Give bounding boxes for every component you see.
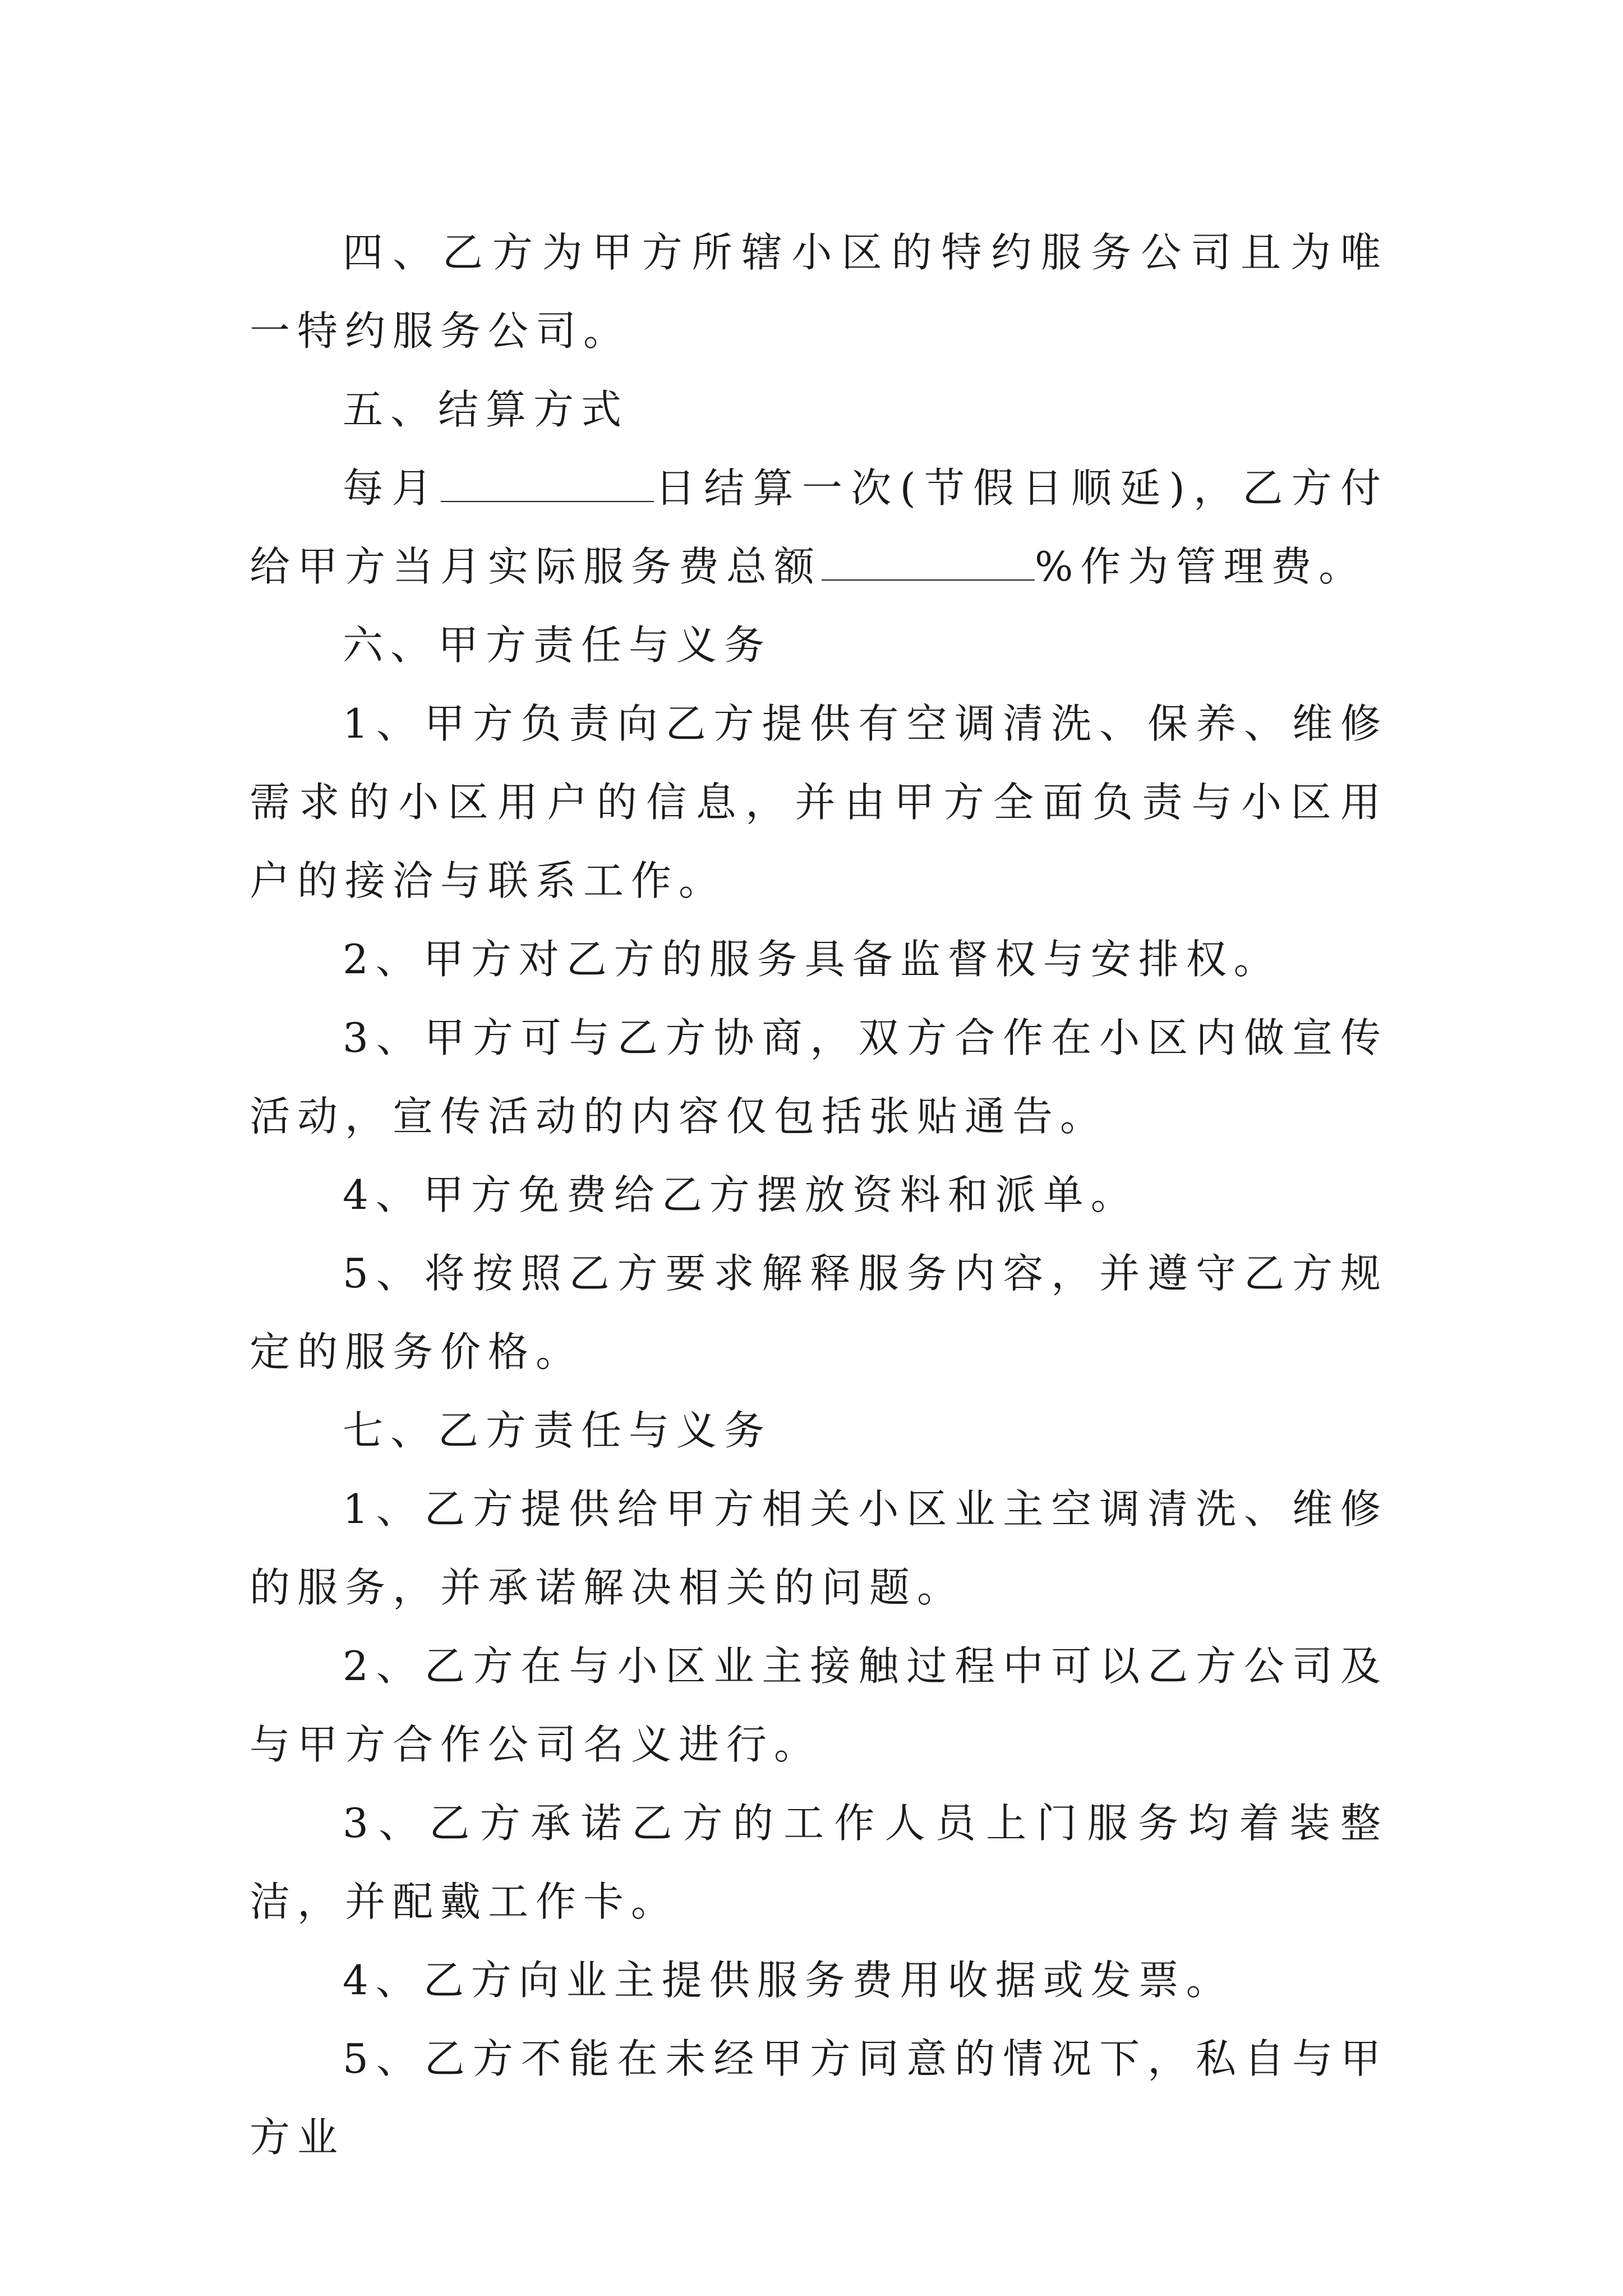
party-b-item-2: 2、乙方在与小区业主接触过程中可以乙方公司及与甲方合作公司名义进行。 <box>250 1642 1388 1768</box>
party-b-item-1: 1、乙方提供给甲方相关小区业主空调清洗、维修的服务，并承诺解决相关的问题。 <box>250 1485 1388 1611</box>
settlement-text-after: %作为管理费。 <box>1035 543 1367 590</box>
settlement-day-blank[interactable] <box>441 467 654 502</box>
party-a-item-2: 2、甲方对乙方的服务具备监督权与安排权。 <box>343 936 1281 983</box>
party-a-item-1: 1、甲方负责向乙方提供有空调清洗、保养、维修需求的小区用户的信息，并由甲方全面负责与小区用户的接洽与联系工作。 <box>250 700 1388 904</box>
document-body <box>250 213 1388 2177</box>
party-b-item-5: 5、乙方不能在未经甲方同意的情况下，私自与甲方业 <box>250 2035 1388 2161</box>
party-a-item-3: 3、甲方可与乙方协商，双方合作在小区内做宣传活动，宣传活动的内容仅包括张贴通告。 <box>250 1014 1388 1140</box>
management-fee-percent-blank[interactable] <box>822 546 1035 581</box>
settlement-text-middle: 日结算一次(节假日顺延)，乙方付给甲方当月实际服务费总额 <box>250 464 1388 590</box>
party-a-item-5: 5、将按照乙方要求解释服务内容，并遵守乙方规定的服务价格。 <box>250 1250 1388 1375</box>
settlement-clause <box>250 449 1388 606</box>
heading-party-b-duties: 七、乙方责任与义务 <box>343 1407 772 1454</box>
party-b-item-4: 4、乙方向业主提供服务费用收据或发票。 <box>343 1957 1234 2004</box>
settlement-text-before: 每月 <box>343 464 441 512</box>
clause-four: 四、乙方为甲方所辖小区的特约服务公司且为唯一特约服务公司。 <box>250 229 1388 355</box>
party-a-item-4: 4、甲方免费给乙方摆放资料和派单。 <box>343 1171 1138 1218</box>
heading-party-a-duties: 六、甲方责任与义务 <box>343 622 772 669</box>
heading-settlement-method: 五、结算方式 <box>343 386 629 433</box>
party-b-item-3: 3、乙方承诺乙方的工作人员上门服务均着装整洁，并配戴工作卡。 <box>250 1800 1388 1925</box>
